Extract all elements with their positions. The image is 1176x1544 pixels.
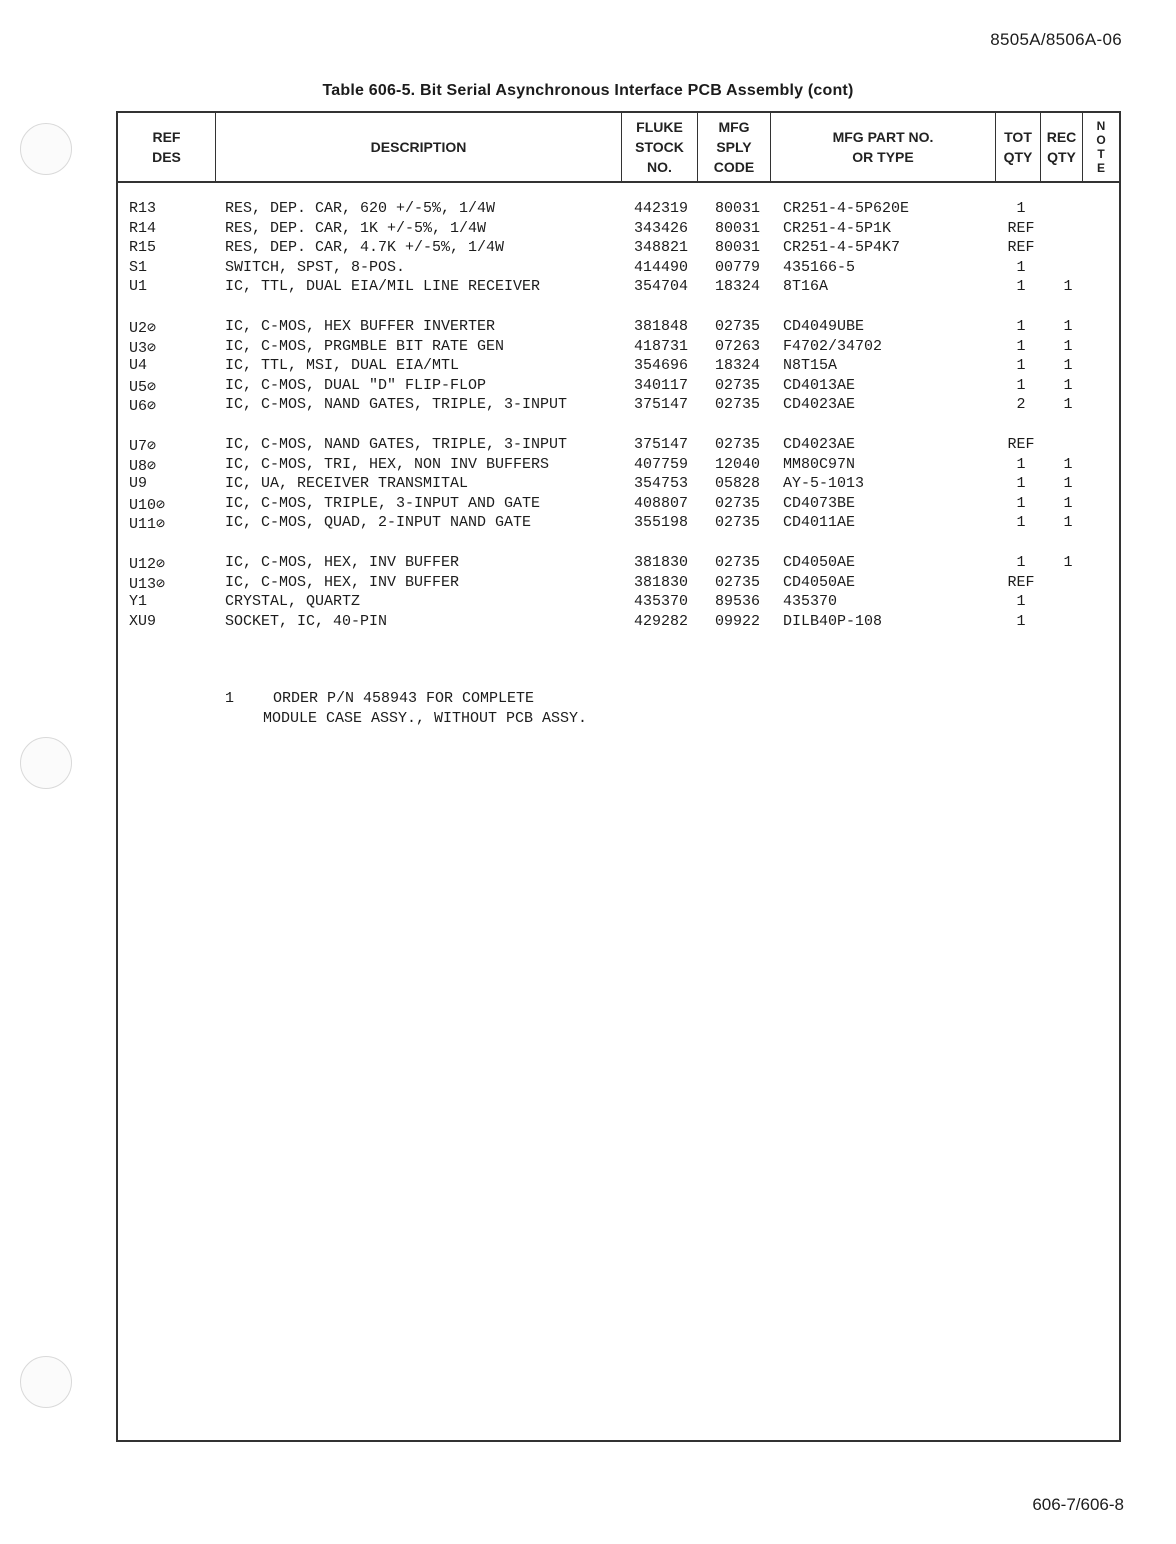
cell-ref-des: U7⊘ — [129, 438, 157, 455]
cell-tot-qty: REF — [1007, 219, 1035, 237]
cell-tot-qty: 1 — [1016, 593, 1026, 611]
cell-rec-qty: 1 — [1063, 278, 1073, 296]
cell-tot-qty: 1 — [1016, 357, 1026, 375]
cell-ref-des: U2⊘ — [129, 320, 157, 337]
cell-rec-qty: 1 — [1063, 554, 1073, 571]
binder-hole-bottom — [20, 1356, 72, 1408]
cell-mfg-sply-code: 89536 — [715, 593, 761, 611]
cell-fluke-stock-no: 340117 — [634, 376, 689, 394]
cell-mfg-sply-code: 18324 — [715, 357, 761, 375]
cell-description: IC, UA, RECEIVER TRANSMITAL — [225, 475, 469, 493]
cell-mfg-part-no: CD4023AE — [783, 396, 856, 414]
table-row — [118, 259, 1119, 279]
table-row — [118, 456, 1119, 476]
cell-ref-des: U6⊘ — [129, 398, 157, 416]
cell-ref-des: U8⊘ — [129, 457, 157, 475]
cell-tot-qty: REF — [1007, 573, 1035, 591]
cell-mfg-part-no: CR251-4-5P4K7 — [783, 239, 901, 257]
cell-description: IC, C-MOS, NAND GATES, TRIPLE, 3-INPUT — [225, 436, 568, 453]
page-number: 606-7/606-8 — [1032, 1495, 1124, 1514]
header-ref-des: REF DES — [118, 113, 216, 181]
cell-ref-des: R13 — [129, 200, 157, 217]
cell-mfg-part-no: DILB40P-108 — [783, 612, 883, 630]
cell-fluke-stock-no: 355198 — [634, 514, 689, 532]
cell-description: IC, TTL, MSI, DUAL EIA/MTL — [225, 357, 460, 375]
cell-mfg-sply-code: 12040 — [715, 455, 761, 473]
header-note: N O T E — [1096, 119, 1106, 175]
header-mfg-sply-code: MFG SPLY CODE — [698, 113, 771, 181]
cell-fluke-stock-no: 435370 — [634, 593, 689, 611]
parts-list-table — [116, 111, 1121, 1442]
cell-rec-qty: 1 — [1063, 318, 1073, 335]
binder-hole-top — [20, 123, 72, 175]
cell-ref-des: XU9 — [129, 612, 157, 630]
cell-ref-des: R14 — [129, 219, 157, 237]
cell-tot-qty: 1 — [1016, 376, 1026, 394]
table-row — [118, 436, 1119, 456]
cell-mfg-sply-code: 02735 — [715, 573, 761, 591]
table-header — [118, 113, 1119, 183]
cell-mfg-sply-code: 02735 — [715, 396, 761, 414]
cell-tot-qty: 1 — [1016, 318, 1026, 335]
table-row — [118, 554, 1119, 574]
table-row — [118, 220, 1119, 240]
cell-mfg-part-no: CD4049UBE — [783, 318, 865, 335]
cell-tot-qty: 1 — [1016, 612, 1026, 630]
cell-mfg-part-no: AY-5-1013 — [783, 475, 865, 493]
table-title: Table 606-5. Bit Serial Asynchronous Interface PCB Assembly (cont) — [322, 82, 854, 99]
cell-rec-qty: 1 — [1063, 396, 1073, 414]
cell-fluke-stock-no: 418731 — [634, 337, 689, 355]
cell-mfg-sply-code: 02735 — [715, 318, 761, 335]
table-row — [118, 495, 1119, 515]
cell-tot-qty: 1 — [1016, 337, 1026, 355]
document-id: 8505A/8506A-06 — [990, 30, 1122, 49]
header-rec-qty: REC QTY — [1041, 113, 1083, 181]
cell-mfg-part-no: CD4050AE — [783, 554, 856, 571]
cell-ref-des: U5⊘ — [129, 378, 157, 396]
cell-description: IC, C-MOS, HEX, INV BUFFER — [225, 554, 460, 571]
cell-mfg-part-no: CD4073BE — [783, 494, 856, 512]
cell-fluke-stock-no: 348821 — [634, 239, 689, 257]
cell-mfg-sply-code: 80031 — [715, 239, 761, 257]
cell-ref-des: R15 — [129, 239, 157, 257]
cell-ref-des: U13⊘ — [129, 575, 166, 593]
cell-description: IC, C-MOS, PRGMBLE BIT RATE GEN — [225, 337, 505, 355]
footnote-line-1: ORDER P/N 458943 FOR COMPLETE — [273, 690, 535, 707]
cell-tot-qty: 1 — [1016, 554, 1026, 571]
cell-mfg-part-no: CD4013AE — [783, 376, 856, 394]
cell-description: IC, C-MOS, TRI, HEX, NON INV BUFFERS — [225, 455, 550, 473]
cell-mfg-part-no: CD4023AE — [783, 436, 856, 453]
cell-mfg-sply-code: 18324 — [715, 278, 761, 296]
cell-fluke-stock-no: 381848 — [634, 318, 689, 335]
cell-ref-des: U9 — [129, 475, 148, 493]
cell-mfg-sply-code: 80031 — [715, 200, 761, 217]
cell-mfg-sply-code: 07263 — [715, 337, 761, 355]
table-row — [118, 514, 1119, 534]
cell-tot-qty: REF — [1007, 239, 1035, 257]
cell-tot-qty: 1 — [1016, 455, 1026, 473]
table-row — [118, 338, 1119, 358]
table-row — [118, 396, 1119, 416]
cell-description: RES, DEP. CAR, 4.7K +/-5%, 1/4W — [225, 239, 505, 257]
table-row — [118, 239, 1119, 259]
cell-tot-qty: 1 — [1016, 494, 1026, 512]
cell-ref-des: U10⊘ — [129, 496, 166, 514]
cell-ref-des: S1 — [129, 258, 148, 276]
cell-fluke-stock-no: 343426 — [634, 219, 689, 237]
cell-tot-qty: REF — [1007, 436, 1035, 453]
cell-description: CRYSTAL, QUARTZ — [225, 593, 361, 611]
cell-fluke-stock-no: 354753 — [634, 475, 689, 493]
table-row — [118, 574, 1119, 594]
cell-mfg-sply-code: 02735 — [715, 514, 761, 532]
cell-ref-des: U3⊘ — [129, 339, 157, 357]
cell-mfg-sply-code: 09922 — [715, 612, 761, 630]
header-fluke-stock-no: FLUKE STOCK NO. — [622, 113, 698, 181]
cell-rec-qty: 1 — [1063, 475, 1073, 493]
cell-fluke-stock-no: 429282 — [634, 612, 689, 630]
cell-mfg-part-no: 8T16A — [783, 278, 829, 296]
cell-mfg-sply-code: 02735 — [715, 376, 761, 394]
cell-fluke-stock-no: 407759 — [634, 455, 689, 473]
table-row — [118, 593, 1119, 613]
cell-description: IC, C-MOS, DUAL "D" FLIP-FLOP — [225, 376, 487, 394]
cell-mfg-sply-code: 80031 — [715, 219, 761, 237]
cell-description: RES, DEP. CAR, 1K +/-5%, 1/4W — [225, 219, 487, 237]
header-description: DESCRIPTION — [216, 113, 622, 181]
cell-tot-qty: 1 — [1016, 200, 1026, 217]
cell-mfg-part-no: CD4011AE — [783, 514, 856, 532]
table-row — [118, 377, 1119, 397]
cell-tot-qty: 1 — [1016, 258, 1026, 276]
header-mfg-part-no: MFG PART NO. OR TYPE — [771, 113, 996, 181]
cell-fluke-stock-no: 381830 — [634, 573, 689, 591]
cell-tot-qty: 1 — [1016, 514, 1026, 532]
cell-mfg-sply-code: 05828 — [715, 475, 761, 493]
cell-mfg-part-no: F4702/34702 — [783, 337, 883, 355]
cell-rec-qty: 1 — [1063, 376, 1073, 394]
cell-tot-qty: 1 — [1016, 278, 1026, 296]
cell-fluke-stock-no: 354704 — [634, 278, 689, 296]
cell-ref-des: U12⊘ — [129, 556, 166, 573]
cell-mfg-part-no: CR251-4-5P1K — [783, 219, 892, 237]
cell-description: IC, C-MOS, TRIPLE, 3-INPUT AND GATE — [225, 494, 541, 512]
footnote-number: 1 — [225, 690, 235, 707]
table-row — [118, 357, 1119, 377]
cell-mfg-sply-code: 02735 — [715, 436, 761, 453]
header-tot-qty: TOT QTY — [996, 113, 1041, 181]
cell-rec-qty: 1 — [1063, 455, 1073, 473]
cell-description: IC, C-MOS, HEX BUFFER INVERTER — [225, 318, 496, 335]
cell-rec-qty: 1 — [1063, 494, 1073, 512]
cell-mfg-sply-code: 02735 — [715, 494, 761, 512]
table-row — [118, 200, 1119, 220]
cell-ref-des: U1 — [129, 278, 148, 296]
cell-fluke-stock-no: 375147 — [634, 396, 689, 414]
table-row — [118, 613, 1119, 633]
table-row — [118, 475, 1119, 495]
cell-description: SWITCH, SPST, 8-POS. — [225, 258, 406, 276]
cell-ref-des: U4 — [129, 357, 148, 375]
binder-hole-middle — [20, 737, 72, 789]
cell-mfg-part-no: CD4050AE — [783, 573, 856, 591]
cell-mfg-part-no: 435370 — [783, 593, 838, 611]
cell-fluke-stock-no: 408807 — [634, 494, 689, 512]
cell-rec-qty: 1 — [1063, 514, 1073, 532]
cell-description: SOCKET, IC, 40-PIN — [225, 612, 388, 630]
cell-mfg-part-no: N8T15A — [783, 357, 838, 375]
cell-description: IC, C-MOS, QUAD, 2-INPUT NAND GATE — [225, 514, 532, 532]
cell-description: IC, C-MOS, HEX, INV BUFFER — [225, 573, 460, 591]
cell-mfg-sply-code: 02735 — [715, 554, 761, 571]
cell-rec-qty: 1 — [1063, 357, 1073, 375]
table-row — [118, 278, 1119, 298]
cell-description: IC, TTL, DUAL EIA/MIL LINE RECEIVER — [225, 278, 541, 296]
cell-fluke-stock-no: 414490 — [634, 258, 689, 276]
cell-mfg-sply-code: 00779 — [715, 258, 761, 276]
cell-description: RES, DEP. CAR, 620 +/-5%, 1/4W — [225, 200, 496, 217]
cell-fluke-stock-no: 375147 — [634, 436, 689, 453]
cell-tot-qty: 1 — [1016, 475, 1026, 493]
cell-mfg-part-no: 435166-5 — [783, 258, 856, 276]
cell-ref-des: U11⊘ — [129, 516, 166, 534]
cell-tot-qty: 2 — [1016, 396, 1026, 414]
cell-fluke-stock-no: 354696 — [634, 357, 689, 375]
cell-fluke-stock-no: 442319 — [634, 200, 689, 217]
footnote-line-2: MODULE CASE ASSY., WITHOUT PCB ASSY. — [263, 710, 588, 727]
cell-ref-des: Y1 — [129, 593, 148, 611]
cell-mfg-part-no: CR251-4-5P620E — [783, 200, 910, 217]
cell-rec-qty: 1 — [1063, 337, 1073, 355]
cell-fluke-stock-no: 381830 — [634, 554, 689, 571]
cell-description: IC, C-MOS, NAND GATES, TRIPLE, 3-INPUT — [225, 396, 568, 414]
table-row — [118, 318, 1119, 338]
cell-mfg-part-no: MM80C97N — [783, 455, 856, 473]
